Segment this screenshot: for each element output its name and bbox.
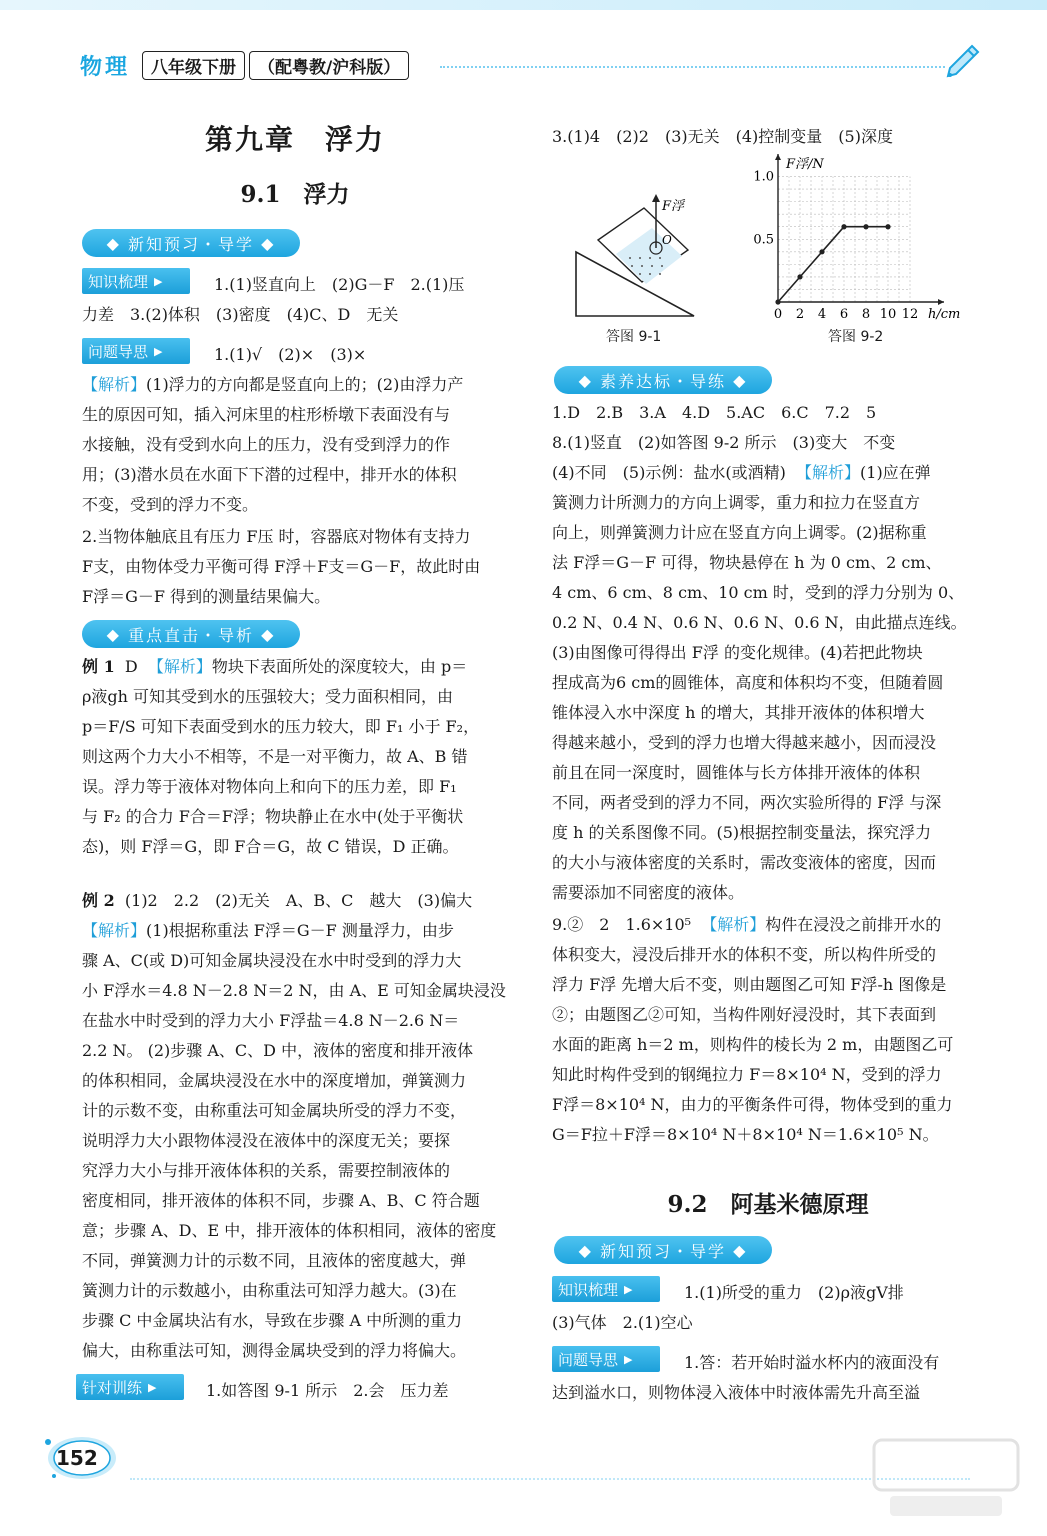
choice-answers: 1.D 2.B 3.A 4.D 5.AC 6.C 7.2 5 bbox=[552, 403, 877, 422]
play-icon: ▶ bbox=[154, 274, 163, 288]
section-9-1-title: 9.1 浮力 bbox=[240, 181, 350, 208]
data-point bbox=[819, 249, 824, 254]
example-2: 例 2 (1)2 2.2 (2)无关 A、B、C 越大 (3)偏大 【解析】(1)根据称重法 F浮＝G－F 测量浮力，由步 骤 A、C(或 D)可知金属块浸没在水中时受到的浮力大 小 F浮水＝4.8 N－2.8 N＝2 N，由 A、E 可知金属块浸没 在盐水中时受到的浮力大小 F浮盐＝4.8 N－2.6 N＝ 2.2 N。 (2)步骤 A、C、D 中，液体的密度和排开液体 的体积相同，金属块浸没在水中的深度增加，弹簧测力 计的示数不变，由称重法可知金属块所受的浮力不变， 说明浮力大小跟物体浸没在液体中的深度无关；要探 究浮力大小与排开液体体积的关系，需要控制液体的 密度相同，排开液体的体积不同，步骤 A、B、C 符合题 意；步骤 A、D、E 中，排开液体的体积相同，液体的密度 不同，弹簧测力计的示数不同，且液体的密度越大，弹 簧测力计的示数越小，由称重法可知浮力越大。(3)在 步骤 C 中金属块沾有水，导致在步骤 A 中所测的重力 偏大，由称重法可知，测得金属块受到的浮力将偏大。 bbox=[82, 891, 506, 1360]
tag-knowledge: 知识梳理 ▶ bbox=[82, 268, 190, 294]
diamond-icon: ◆ bbox=[106, 233, 128, 253]
play-icon: ▶ bbox=[154, 344, 163, 358]
diamond-icon: ◆ bbox=[726, 370, 748, 390]
tag-question: 问题导思 ▶ bbox=[82, 338, 190, 364]
diamond-icon: ◆ bbox=[254, 624, 276, 644]
diamond-icon: ◆ bbox=[254, 233, 276, 253]
data-point bbox=[885, 224, 890, 229]
footer-divider bbox=[130, 1478, 970, 1480]
knowledge-2-line-1: 1.(1)所受的重力 (2)ρ液gV排 bbox=[684, 1283, 904, 1302]
question-answers: 1.(1)√ (2)× (3)× bbox=[214, 345, 367, 364]
data-point bbox=[775, 299, 780, 304]
tag-training: 针对训练 ▶ bbox=[76, 1374, 184, 1400]
answer-2: 2.当物体触底且有压力 F压 时，容器底对物体有支持力 F支，由物体受力平衡可得 F浮＋F支＝G－F，故此时由 F浮＝G－F 得到的测量结果偏大。 bbox=[82, 527, 481, 606]
x-tick-label: 6 bbox=[839, 307, 849, 320]
x-axis-arrow bbox=[938, 299, 944, 305]
pill-preview-2: ◆ 新知预习・导学 ◆ bbox=[554, 1236, 772, 1264]
watermark-logo bbox=[866, 1434, 1026, 1524]
tag-knowledge-2: 知识梳理 ▶ bbox=[552, 1276, 660, 1302]
x-tick-label: 0 bbox=[773, 307, 783, 320]
example-1: 例 1 D 【解析】物块下表面所处的深度较大，由 p＝ ρ液gh 可知其受到水的压强较大；受力面积相同，由 p＝F/S 可知下表面受到水的压力较大，即 F₁ 小于 F₂， 则这两个力大小不相等，不是一对平衡力，故 A、B 错 误。浮力等于液体对物体向上和向下的压力差，即 F₁ 与 F₂ 的合力 F合＝F浮；物块静止在水中(处于平衡状 态)，则 F浮＝G，即 F合＝G，故 C 错误，D 正确。 bbox=[82, 657, 480, 856]
top-band bbox=[0, 0, 1047, 10]
question-2-first: 1.答：若开始时溢水杯内的液面没有 bbox=[684, 1353, 940, 1372]
subject-label: 物理 bbox=[80, 54, 131, 80]
grade-label: 八年级下册 bbox=[142, 51, 245, 80]
figure-9-2-chart bbox=[750, 150, 970, 320]
page-header bbox=[80, 48, 413, 82]
analysis-1: 【解析】(1)浮力的方向都是竖直向上的；(2)由浮力产 生的原因可知，插入河床里的柱形桥墩下表面没有与 水接触，没有受到水向上的压力，没有受到浮力的作 用；(3)潜水员在水面下下潜的过程中，排开水的体积 不变，受到的浮力不变。 bbox=[82, 375, 464, 514]
tag-question-2: 问题导思 ▶ bbox=[552, 1346, 660, 1372]
pill-preview: ◆ 新知预习・导学 ◆ bbox=[82, 229, 300, 257]
page-number: 152 bbox=[56, 1446, 98, 1470]
knowledge-line-1: 1.(1)竖直向上 (2)G－F 2.(1)压 bbox=[214, 275, 465, 294]
answer-8: 8.(1)竖直 (2)如答图 9-2 所示 (3)变大 不变 (4)不同 (5)示例：盐水(或酒精) 【解析】(1)应在弹 簧测力计所测力的方向上调零，重力和拉力在竖直方 向上，则弹簧测力计应在竖直方向上调零。(2)据称重 法 F浮＝G－F 可得，物块悬停在 h 为 0 cm、2 cm、 4 cm、6 cm、8 cm、10 cm 时，受到的浮力分别为 0、 0.2 N、0.4 N、0.6 N、0.6 N、0.6 N，由此描点连线。 (3)由图像可得得出 F浮 的变化规律。(4)若把此物块 捏成高为6 cm的圆锥体，高度和体积均不变，但随着圆 锥体浸入水中深度 h 的增大，其排开液体的体积增大 得越来越小，受到的浮力也增大得越来越小，因而浸没 前且在同一深度时，圆锥体与长方体排开液体的体积 不同，两者受到的浮力不同，两次实验所得的 F浮 与深 度 h 的关系图像不同。(5)根据控制变量法，探究浮力 的大小与液体密度的关系时，需改变液体的密度，因而 需要添加不同密度的液体。 bbox=[552, 433, 967, 902]
x-tick-label: 12 bbox=[901, 307, 919, 320]
data-point bbox=[797, 274, 802, 279]
x-tick-label: 10 bbox=[879, 307, 897, 320]
pill-practice: ◆ 素养达标・导练 ◆ bbox=[554, 366, 772, 394]
diamond-icon: ◆ bbox=[106, 624, 128, 644]
x-tick-label: 8 bbox=[861, 307, 871, 320]
diamond-icon: ◆ bbox=[726, 1240, 748, 1260]
y-axis-arrow bbox=[775, 154, 781, 160]
y-tick-label: 1.0 bbox=[753, 169, 774, 185]
diamond-icon: ◆ bbox=[578, 370, 600, 390]
force-label: F浮 bbox=[662, 199, 685, 214]
figure-9-1-caption: 答图 9-1 bbox=[606, 329, 662, 345]
play-icon: ▶ bbox=[624, 1282, 633, 1296]
data-point bbox=[863, 224, 868, 229]
header-divider bbox=[440, 66, 945, 68]
point-label: O bbox=[662, 233, 672, 247]
question-2-rest: 达到溢水口，则物体浸入液体中时液体需先升高至溢 bbox=[552, 1383, 921, 1402]
training-answers: 1.如答图 9-1 所示 2.会 压力差 bbox=[206, 1381, 449, 1400]
x-tick-label: 4 bbox=[817, 307, 827, 320]
data-point bbox=[841, 224, 846, 229]
pill-focus: ◆ 重点直击・导析 ◆ bbox=[82, 620, 300, 648]
answer-9: 9.② 2 1.6×10⁵ 【解析】构件在浸没之前排开水的 体积变大，浸没后排开水的体积不变，所以构件所受的 浮力 F浮 先增大后不变，则由题图乙可知 F浮-h 图像是 ②；由题图乙②可知，当构件刚好浸没时，其下表面到 水面的距离 h＝2 m，则构件的棱长为 2 m，由题图乙可 知此时构件受到的钢绳拉力 F＝8×10⁴ N，受到的浮力 F浮＝8×10⁴ N，由力的平衡条件可得，物体受到的重力 G＝F拉＋F浮＝8×10⁴ N＋8×10⁴ N＝1.6×10⁵ N。 bbox=[552, 915, 954, 1144]
knowledge-line-2: 力差 3.(2)体积 (3)密度 (4)C、D 无关 bbox=[82, 305, 399, 324]
x-axis-label: h/cm bbox=[928, 307, 961, 320]
play-icon: ▶ bbox=[624, 1352, 633, 1366]
answer-3: 3.(1)4 (2)2 (3)无关 (4)控制变量 (5)深度 bbox=[552, 127, 893, 146]
y-axis-label: F浮/N bbox=[786, 157, 824, 172]
x-tick-label: 2 bbox=[795, 307, 805, 320]
play-icon: ▶ bbox=[148, 1380, 157, 1394]
y-tick-label: 0.5 bbox=[753, 232, 774, 248]
knowledge-2-line-2: (3)气体 2.(1)空心 bbox=[552, 1313, 693, 1332]
chapter-title: 第九章 浮力 bbox=[204, 123, 385, 156]
edition-label: （配粤教/沪科版） bbox=[249, 51, 409, 80]
figure-9-1 bbox=[570, 192, 710, 322]
diamond-icon: ◆ bbox=[578, 1240, 600, 1260]
figure-9-2-caption: 答图 9-2 bbox=[828, 329, 884, 345]
pen-icon bbox=[942, 42, 982, 82]
section-9-2-title: 9.2 阿基米德原理 bbox=[667, 1191, 869, 1218]
